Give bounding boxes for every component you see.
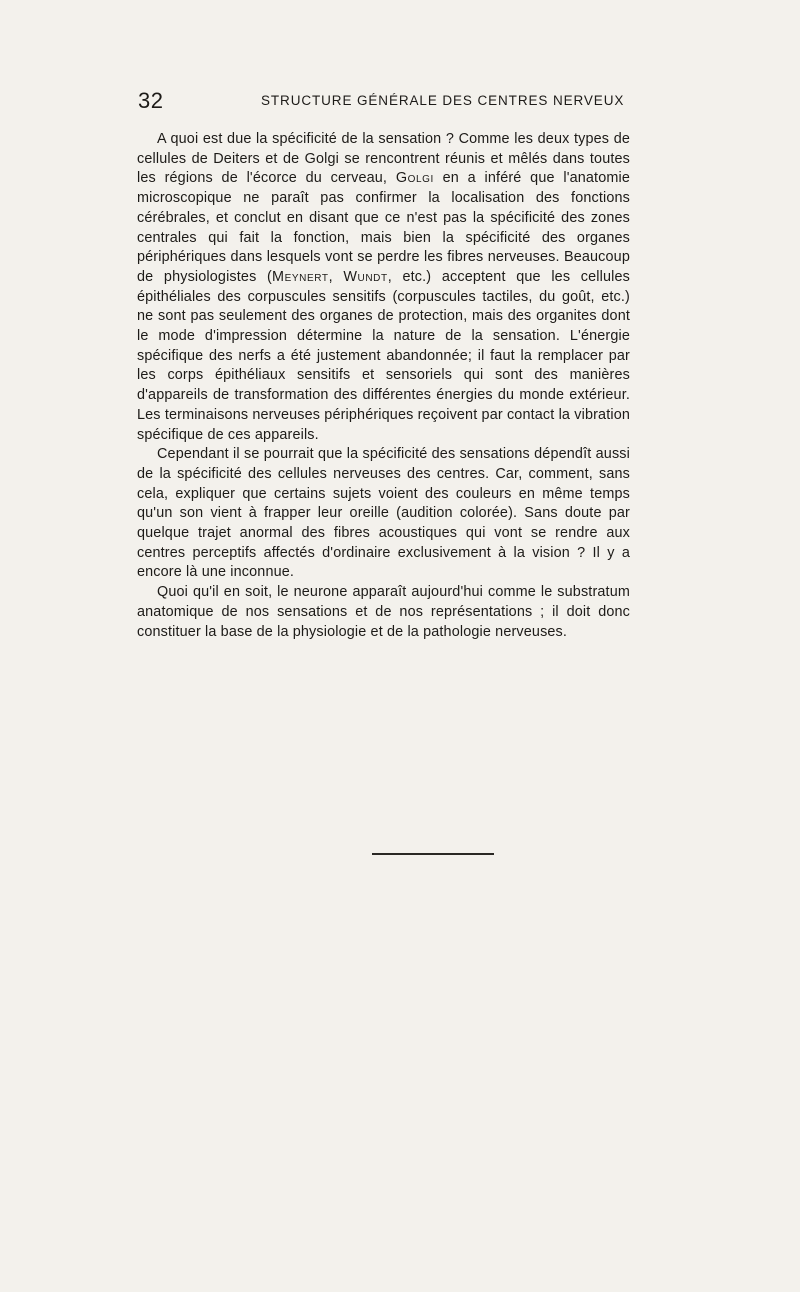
author-name-wundt: Wundt: [343, 268, 388, 285]
page-number: 32: [138, 88, 164, 113]
name-separator: ,: [328, 268, 344, 285]
paragraph-1: [137, 130, 630, 445]
body-text: [137, 130, 630, 642]
paragraph-2: Cependant il se pourrait que la spécificité des sensations dépendît aussi de la spécificité des cellules nerveuses des centres. Car, comment, sans cela, expliquer que certains sujets voient des couleurs en même temps qu'un son vient à frapper leur oreille (audition colorée). Sans doute par quelque trajet anormal des fibres acoustiques qui vont se rendre aux centres perceptifs affectés d'ordinaire exclusivement à la vision ? Il y a encore là une inconnue.: [137, 446, 630, 581]
running-head: STRUCTURE GÉNÉRALE DES CENTRES NERVEUX: [261, 93, 625, 108]
paragraph-3: Quoi qu'il en soit, le neurone apparaît aujourd'hui comme le substratum anatomique de nos sensations et de nos représentations ; il doit donc constituer la base de la physiologie et de la pathologie nerveuses.: [137, 584, 630, 640]
author-name-golgi: Golgi: [395, 170, 434, 187]
paragraph-1-part-2: en a inféré que l'anatomie microscopique ne paraît pas confirmer la localisation des fonctions cérébrales, et conclut en disant que ce n'est pas la spécificité des zones centrales qui fait la fonction, mais bien la spécificité des organes périphériques dans lesquels vont se perdre les fibres nerveuses. Beaucoup de physiologistes (: [137, 170, 630, 285]
paragraph-1-part-3: , etc.) acceptent que les cellules épithéliales des corpuscules sensitifs (corpuscules tactiles, du goût, etc.) ne sont pas seulement des organes de protection, mais des organites dont le mode d'impression détermine la nature de la sensation. L'énergie spécifique des nerfs a été justement abandonnée; il faut la remplacer par les corps épithéliaux sensitifs et sensoriels qui sont des manières d'appareils de transformation des différentes énergies du monde extérieur. Les terminaisons nerveuses périphériques reçoivent par contact la vibration spécifique de ces appareils.: [137, 268, 630, 443]
chapter-end-rule: [372, 853, 494, 855]
paragraph-1-part-1: A quoi est due la spécificité de la sensation ? Comme les deux types de cellules de Deiters et de Golgi se rencontrent réunis et mêlés dans toutes les régions de l'écorce du cerveau,: [137, 131, 630, 187]
author-name-meynert: Meynert: [272, 268, 329, 285]
